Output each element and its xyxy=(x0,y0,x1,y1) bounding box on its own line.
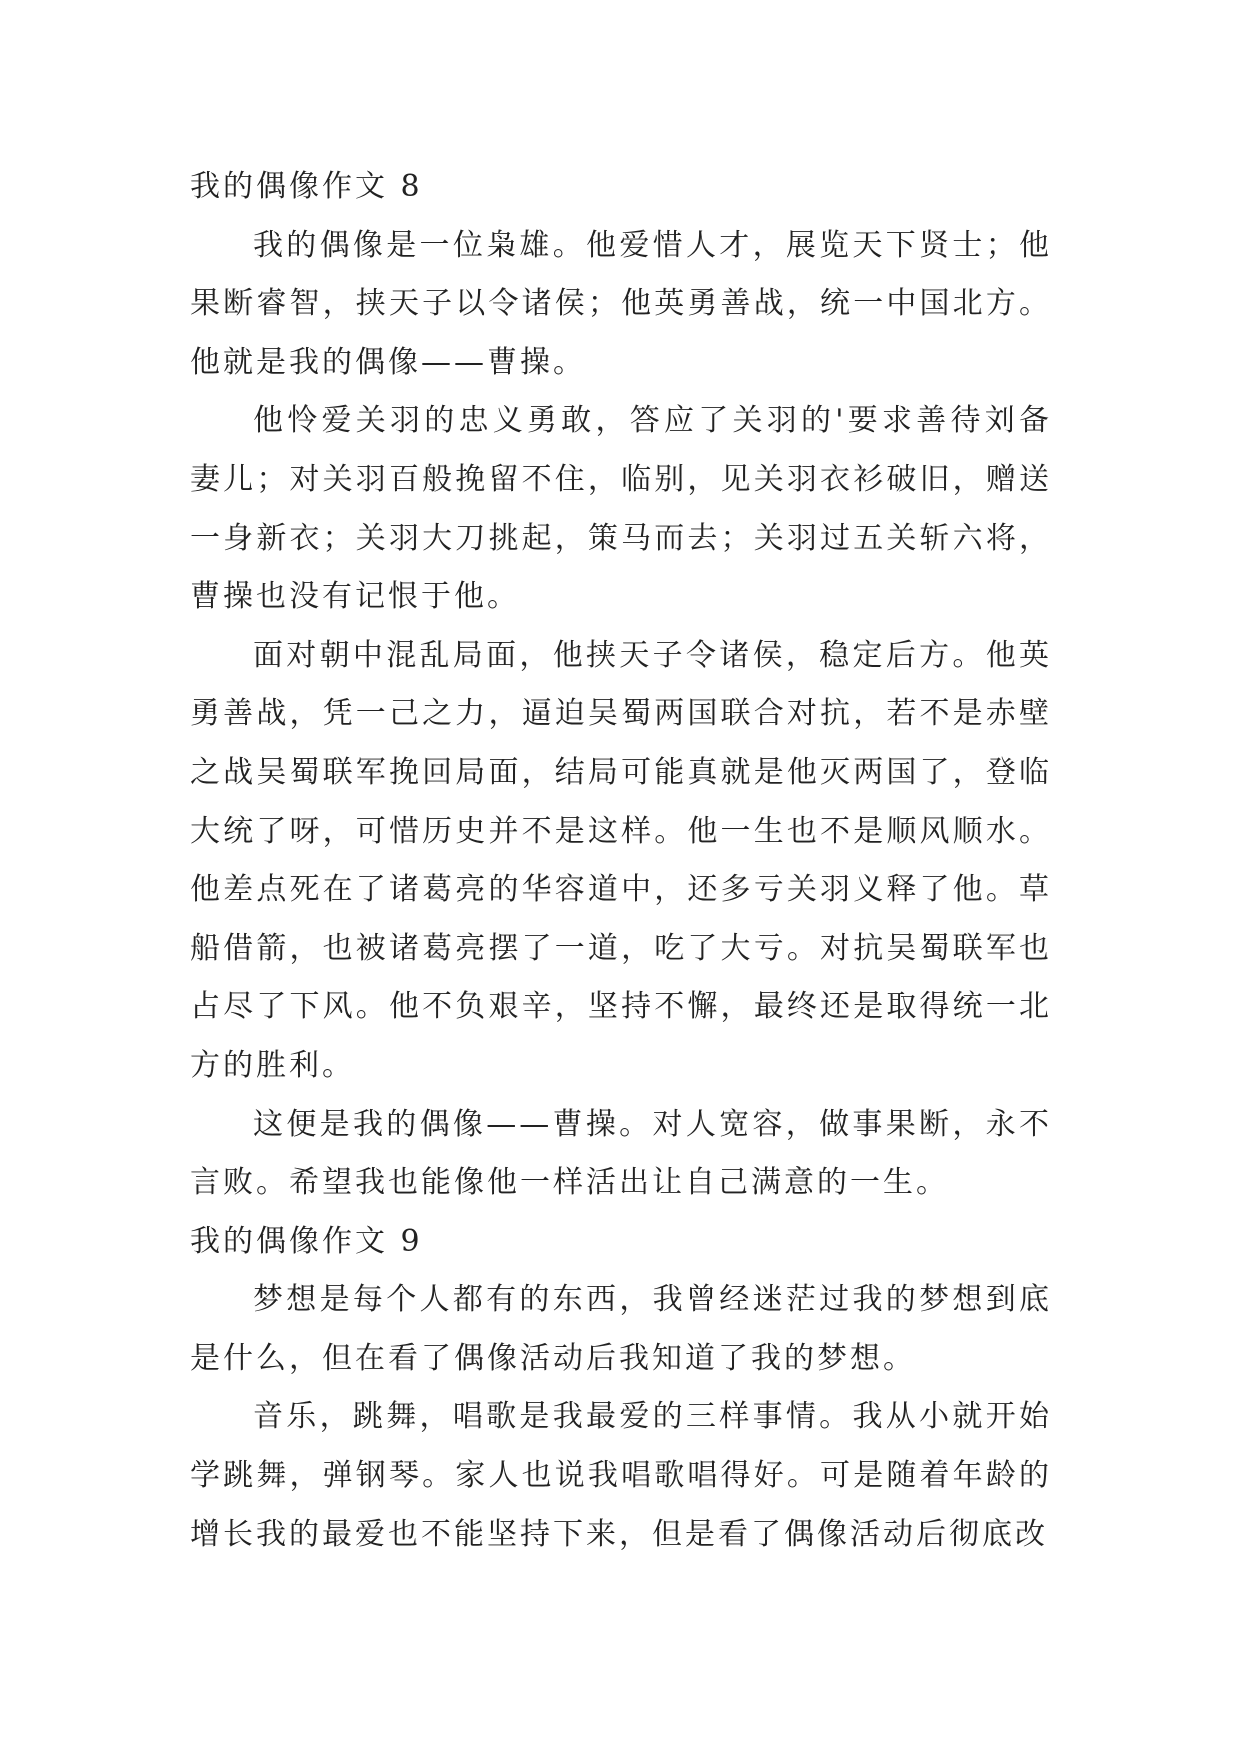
paragraph: 梦想是每个人都有的东西，我曾经迷茫过我的梦想到底是什么，但在看了偶像活动后我知道了我的梦想。 xyxy=(190,1282,1052,1376)
essay-section-8 xyxy=(190,158,1052,1213)
paragraph: 面对朝中混乱局面，他挟天子令诸侯，稳定后方。他英勇善战，凭一己之力，逼迫吴蜀两国联合对抗，若不是赤壁之战吴蜀联军挽回局面，结局可能真就是他灭两国了，登临大统了呀，可惜历史并不是这样。他一生也不是顺风顺水。他差点死在了诸葛亮的华容道中，还多亏关羽义释了他。草船借箭，也被诸葛亮摆了一道，吃了大亏。对抗吴蜀联军也占尽了下风。他不负艰辛，坚持不懈，最终还是取得统一北方的胜利。 xyxy=(190,637,1052,1083)
essay-section-9 xyxy=(190,1213,1052,1565)
paragraph: 这便是我的偶像——曹操。对人宽容，做事果断，永不言败。希望我也能像他一样活出让自己满意的一生。 xyxy=(190,1106,1052,1201)
section-title: 我的偶像作文 9 xyxy=(190,1223,423,1259)
paragraph: 我的偶像是一位枭雄。他爱惜人才，展览天下贤士；他果断睿智，挟天子以令诸侯；他英勇善战，统一中国北方。他就是我的偶像——曹操。 xyxy=(190,227,1052,380)
document-page xyxy=(190,158,1052,1564)
paragraph: 音乐，跳舞，唱歌是我最爱的三样事情。我从小就开始学跳舞，弹钢琴。家人也说我唱歌唱得好。可是随着年龄的增长我的最爱也不能坚持下来，但是看了偶像活动后彻底改 xyxy=(190,1399,1052,1552)
section-title: 我的偶像作文 8 xyxy=(190,169,423,204)
paragraph: 他怜爱关羽的忠义勇敢，答应了关羽的'要求善待刘备妻儿；对关羽百般挽留不住，临别，见关羽衣衫破旧，赠送一身新衣；关羽大刀挑起，策马而去；关羽过五关斩六将，曹操也没有记恨于他。 xyxy=(190,403,1052,615)
